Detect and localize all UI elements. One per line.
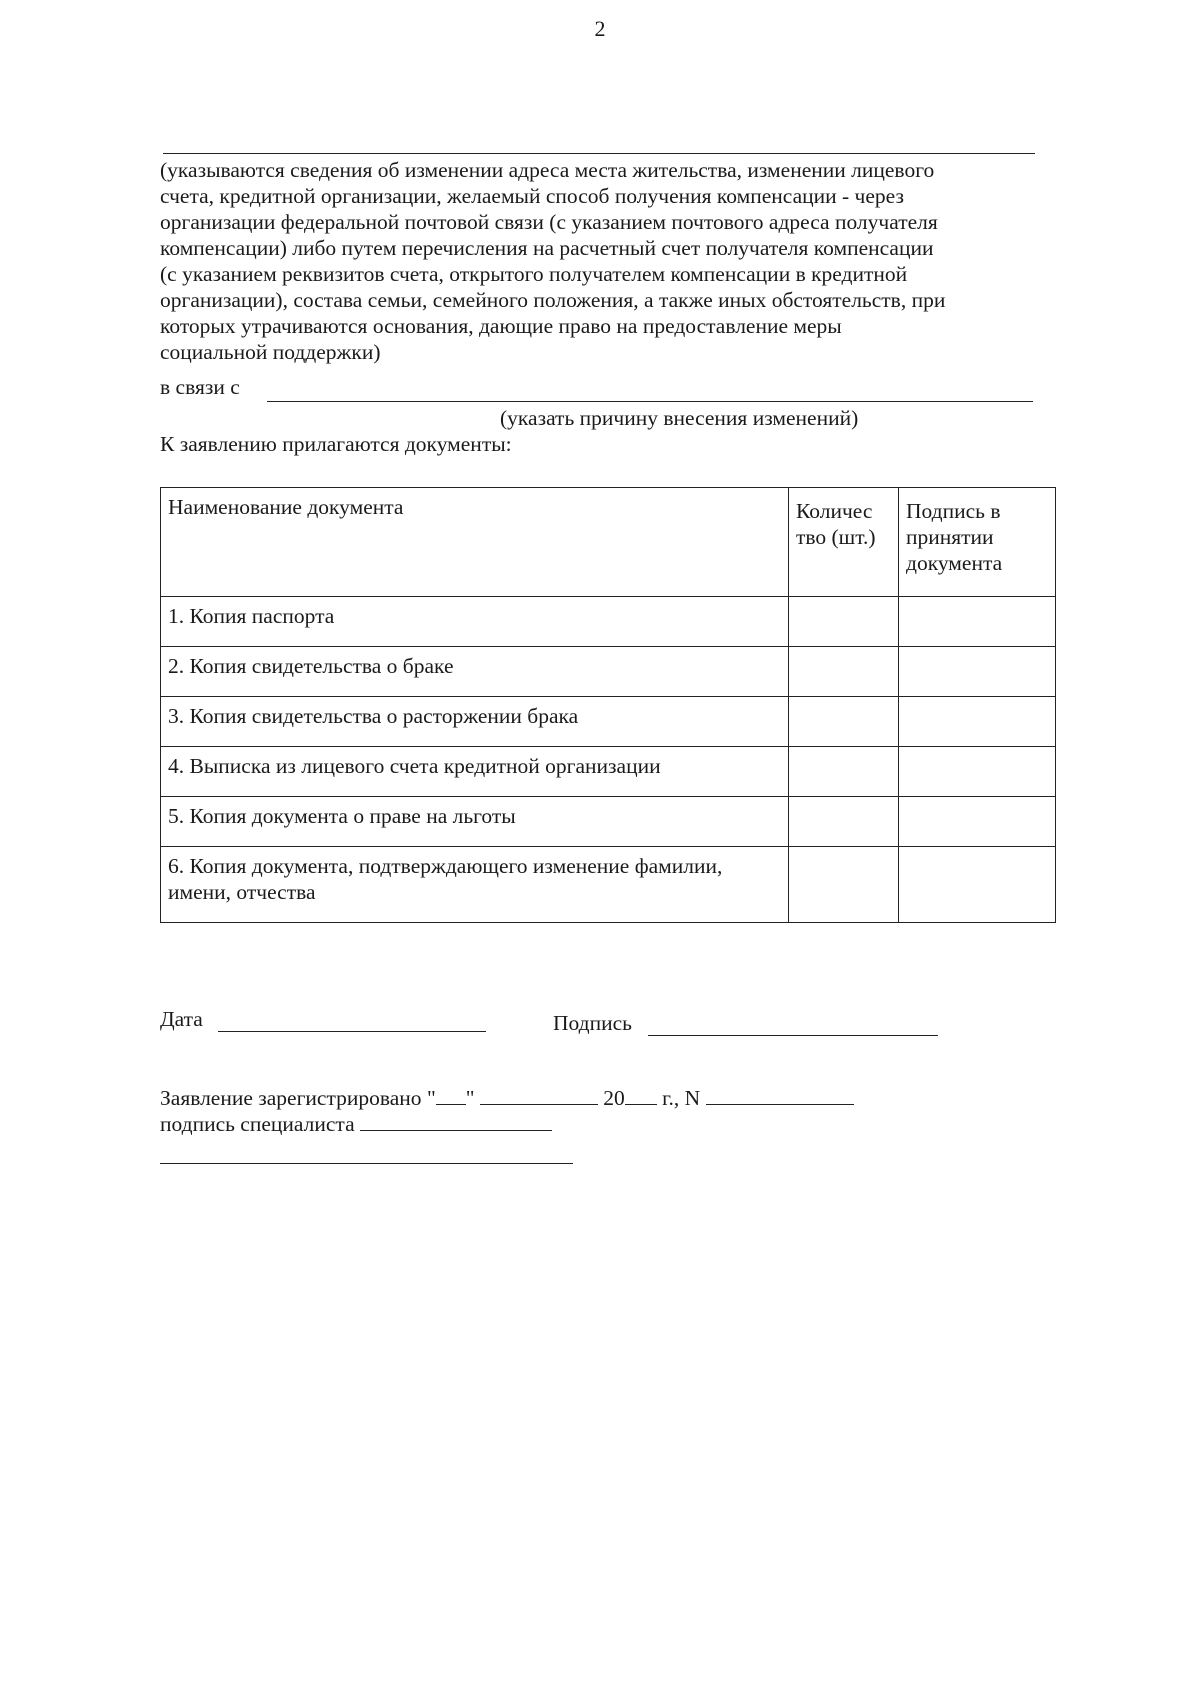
quote-open: "	[426, 1086, 436, 1110]
signature-cell[interactable]	[899, 847, 1056, 923]
instructions-line: (указываются сведения об изменении адреса места жительства, изменении лицевого	[160, 158, 935, 182]
quantity-cell[interactable]	[789, 697, 899, 747]
document-name-cell: 1. Копия паспорта	[161, 597, 789, 647]
instructions-line: счета, кредитной организации, желаемый способ получения компенсации - через	[160, 184, 904, 208]
date-blank-line[interactable]	[218, 1031, 486, 1032]
date-label: Дата	[160, 1007, 203, 1031]
document-name-cell: 5. Копия документа о праве на льготы	[161, 797, 789, 847]
quantity-cell[interactable]	[789, 747, 899, 797]
table-header-row	[161, 488, 1056, 597]
quote-close: "	[465, 1086, 475, 1110]
instructions-line: организации), состава семьи, семейного положения, а также иных обстоятельств, при	[160, 288, 946, 312]
table-row	[161, 647, 1056, 697]
instructions-line: компенсации) либо путем перечисления на расчетный счет получателя компенсации	[160, 236, 934, 260]
header-document-name: Наименование документа	[161, 488, 789, 597]
instructions-paragraph	[160, 157, 1060, 365]
specialist-signature-blank[interactable]	[360, 1112, 552, 1131]
quantity-cell[interactable]	[789, 597, 899, 647]
document-name-cell: 4. Выписка из лицевого счета кредитной организации	[161, 747, 789, 797]
table-row	[161, 597, 1056, 647]
quantity-cell[interactable]	[789, 797, 899, 847]
instructions-line: социальной поддержки)	[160, 340, 381, 364]
table-row	[161, 847, 1056, 923]
instructions-line: которых утрачиваются основания, дающие право на предоставление меры	[160, 314, 842, 338]
registration-line	[160, 1086, 854, 1111]
signature-cell[interactable]	[899, 697, 1056, 747]
instructions-line: (с указанием реквизитов счета, открытого получателем компенсации в кредитной	[160, 262, 908, 286]
page-number: 2	[594, 16, 606, 41]
documents-table	[160, 487, 1056, 923]
signature-label: Подпись	[553, 1011, 632, 1035]
document-name-cell: 2. Копия свидетельства о браке	[161, 647, 789, 697]
day-blank[interactable]	[436, 1086, 466, 1105]
quantity-cell[interactable]	[789, 847, 899, 923]
registration-label: Заявление зарегистрировано	[160, 1086, 422, 1110]
year-prefix: 20	[603, 1086, 625, 1110]
table-row	[161, 697, 1056, 747]
table-row	[161, 797, 1056, 847]
year-blank[interactable]	[625, 1086, 657, 1105]
document-name-cell: 3. Копия свидетельства о расторжении брака	[161, 697, 789, 747]
signature-cell[interactable]	[899, 747, 1056, 797]
reason-hint: (указать причину внесения изменений)	[500, 406, 859, 430]
instructions-line: организации федеральной почтовой связи (с указанием почтового адреса получателя	[160, 210, 938, 234]
signature-cell[interactable]	[899, 797, 1056, 847]
header-signature: Подпись в принятии документа	[899, 488, 1056, 597]
documents-intro: К заявлению прилагаются документы:	[160, 432, 512, 456]
document-name-cell: 6. Копия документа, подтверждающего изменение фамилии, имени, отчества	[161, 847, 789, 923]
quantity-cell[interactable]	[789, 647, 899, 697]
month-blank[interactable]	[480, 1086, 598, 1105]
signature-blank-line[interactable]	[648, 1035, 938, 1036]
specialist-line	[160, 1112, 552, 1137]
reason-blank-line[interactable]	[267, 401, 1033, 402]
header-quantity: Количес тво (шт.)	[789, 488, 899, 597]
specialist-label: подпись специалиста	[160, 1112, 355, 1136]
table-row	[161, 747, 1056, 797]
registration-number-blank[interactable]	[706, 1086, 854, 1105]
specialist-name-blank-line[interactable]	[160, 1163, 573, 1164]
details-blank-line[interactable]	[163, 153, 1035, 154]
reason-label: в связи с	[160, 375, 240, 399]
signature-cell[interactable]	[899, 597, 1056, 647]
year-suffix: г., N	[662, 1086, 701, 1110]
signature-cell[interactable]	[899, 647, 1056, 697]
